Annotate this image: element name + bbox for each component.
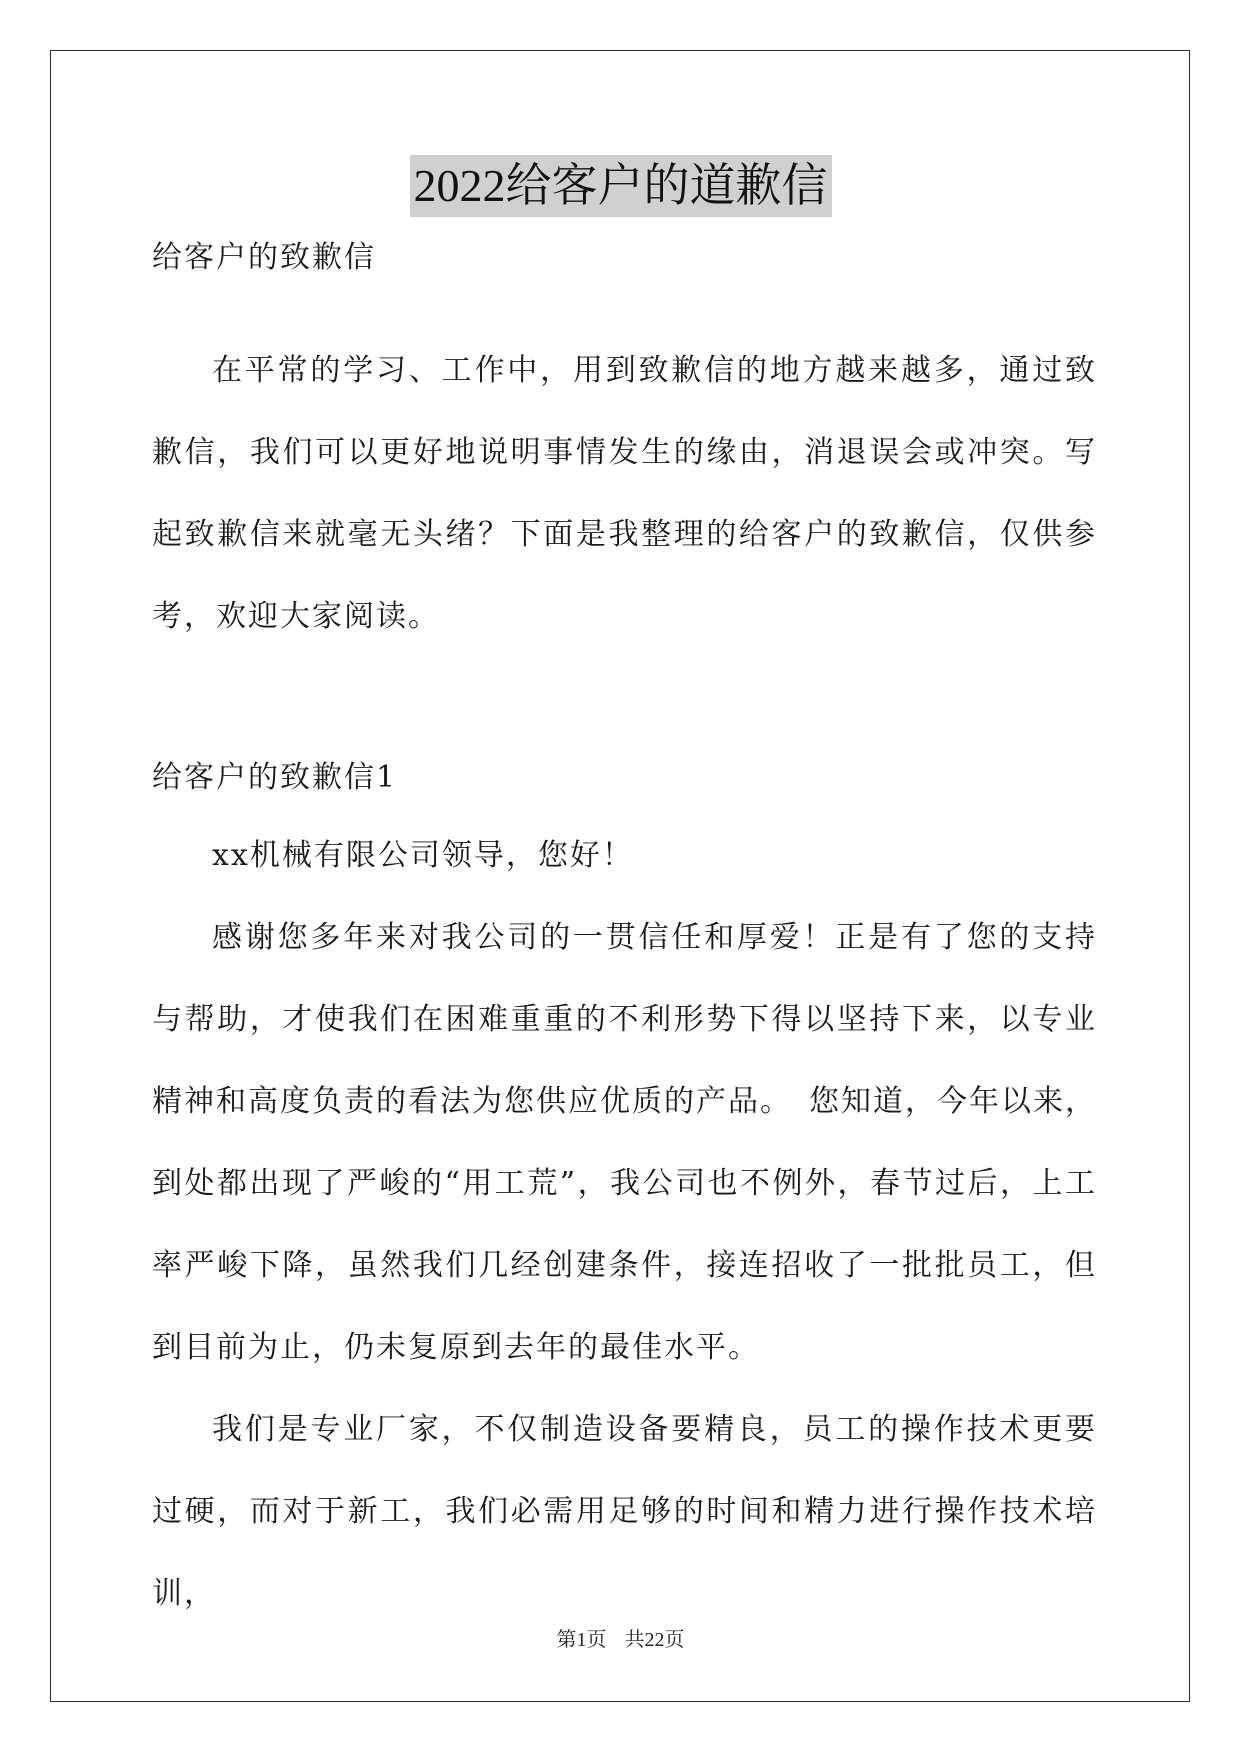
intro-block [152, 330, 1097, 658]
intro-paragraph: 在平常的学习、工作中，用到致歉信的地方越来越多，通过致歉信，我们可以更好地说明事情发生的缘由，消退误会或冲突。写起致歉信来就毫无头绪？下面是我整理的给客户的致歉信，仅供参考，欢迎大家阅读。 [152, 353, 1097, 634]
section-heading: 给客户的致歉信 [152, 240, 376, 275]
letter-salutation: xx机械有限公司领导，您好！ [212, 838, 634, 873]
page-total: 共22页 [624, 1629, 685, 1651]
letter-paragraph: 感谢您多年来对我公司的一贯信任和厚爱！正是有了您的支持与帮助，才使我们在困难重重的不利形势下得以坚持下来，以专业精神和高度负责的看法为您供应优质的产品。 您知道，今年以来，到处都出现了严峻的“用工荒”，我公司也不例外，春节过后，上工率严峻下降，虽然我们几经创建条件，接连招收了一批批员工，但到目前为止，仍未复原到去年的最佳水平。 [152, 920, 1097, 1365]
page-number: 第1页 [556, 1629, 607, 1651]
page-footer [0, 1623, 1241, 1652]
letter-body [152, 815, 1097, 1635]
letter-paragraph: 我们是专业厂家，不仅制造设备要精良，员工的操作技术更要过硬，而对于新工，我们必需用足够的时间和精力进行操作技术培训， [152, 1412, 1097, 1611]
letter-heading: 给客户的致歉信1 [152, 760, 398, 795]
document-title-wrapper [0, 155, 1241, 217]
document-title: 2022给客户的道歉信 [410, 155, 832, 217]
